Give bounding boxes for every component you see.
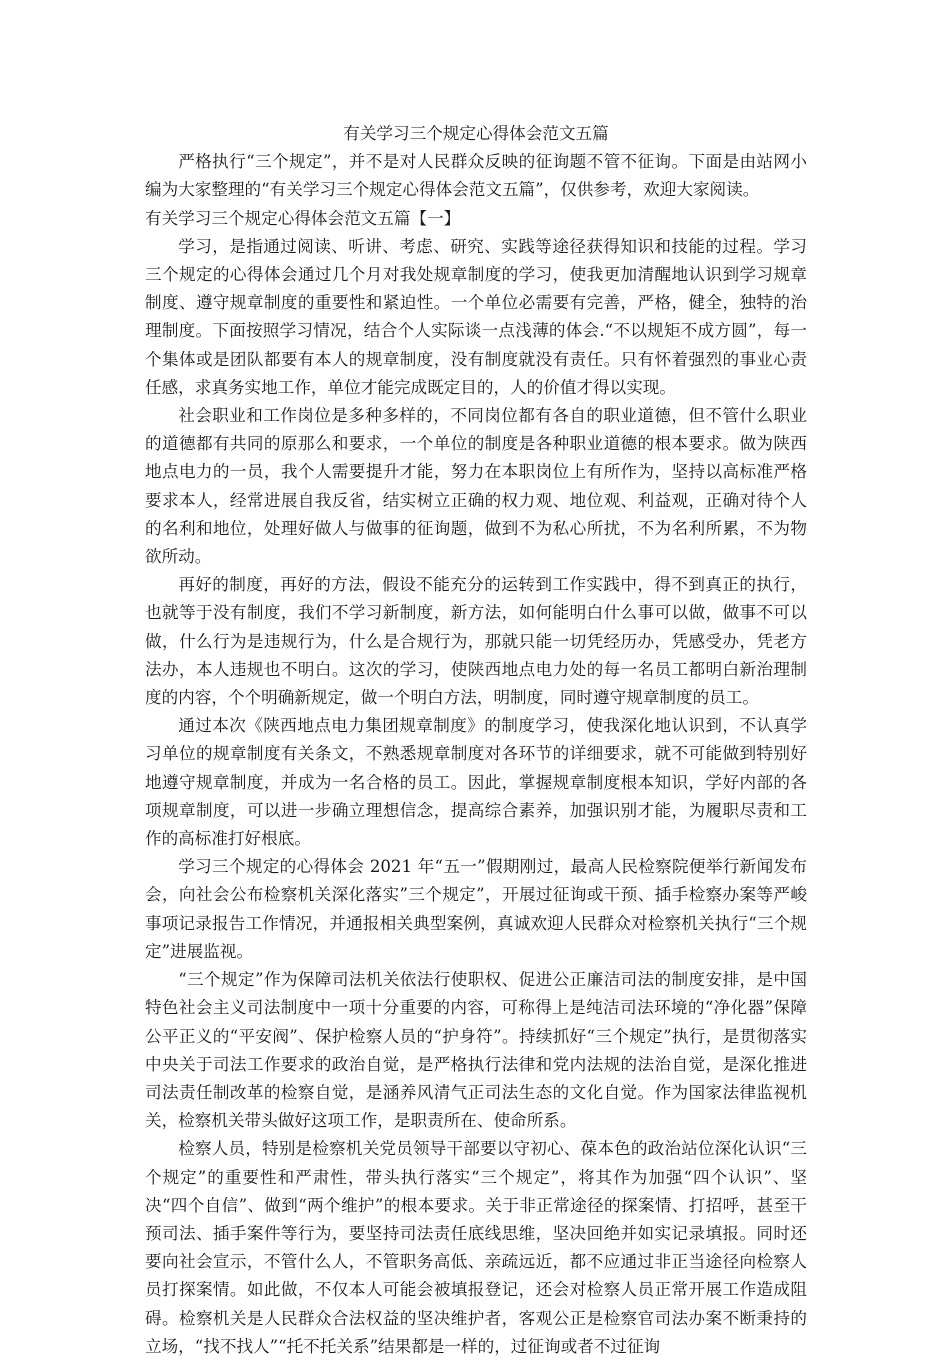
body-paragraph: 检察人员，特别是检察机关党员领导干部要以守初心、葆本色的政治站位深化认识“三个规定”的重要性和严肃性，带头执行落实“三个规定”，将其作为加强“四个认识”、坚决“四个自信”、做到“两个维护”的根本要求。关于非正常途径的探案情、打招呼，甚至干预司法、插手案件等行为，要坚持司法责任底线思维，坚决回绝并如实记录填报。同时还要向社会宣示，不管什么人，不管职务高低、亲疏远近，都不应通过非正当途径向检察人员打探案情。如此做，不仅本人可能会被填报登记，还会对检察人员正常开展工作造成阻碍。检察机关是人民群众合法权益的坚决维护者，客观公正是检察官司法办案不断秉持的立场，“找不找人”“托不托关系”结果都是一样的，过征询或者不过征询 bbox=[145, 1139, 807, 1356]
body-paragraph: 通过本次《陕西地点电力集团规章制度》的制度学习，使我深化地认识到，不认真学习单位的规章制度有关条文，不熟悉规章制度对各环节的详细要求，就不可能做到特别好地遵守规章制度，并成为一名合格的员工。因此，掌握规章制度根本知识，学好内部的各项规章制度，可以进一步确立理想信念，提高综合素养，加强识别才能，为履职尽责和工作的高标准打好根底。 bbox=[145, 716, 807, 849]
intro-paragraph: 严格执行“三个规定”，并不是对人民群众反映的征询题不管不征询。下面是由站网小编为大家整理的“有关学习三个规定心得体会范文五篇”，仅供参考，欢迎大家阅读。 bbox=[145, 152, 807, 200]
body-paragraph: 学习，是指通过阅读、听讲、考虑、研究、实践等途径获得知识和技能的过程。学习三个规定的心得体会通过几个月对我处规章制度的学习，使我更加清醒地认识到学习规章制度、遵守规章制度的重要性和紧迫性。一个单位必需要有完善，严格，健全，独特的治理制度。下面按照学习情况，结合个人实际谈一点浅薄的体会.“不以规矩不成方圆”，每一个集体或是团队都要有本人的规章制度，没有制度就没有责任。只有怀着强烈的事业心责任感，求真务实地工作，单位才能完成既定目的，人的价值才得以实现。 bbox=[145, 236, 807, 397]
document-page bbox=[145, 120, 807, 1361]
body-paragraph: 学习三个规定的心得体会 2021 年“五一”假期刚过，最高人民检察院便举行新闻发布会，向社会公布检察机关深化落实”三个规定”，开展过征询或干预、插手检察办案等严峻事项记录报告工作情况，并通报相关典型案例，真诚欢迎人民群众对检察机关执行“三个规定”进展监视。 bbox=[145, 857, 807, 961]
section-heading: 有关学习三个规定心得体会范文五篇【一】 bbox=[145, 208, 461, 228]
document-title: 有关学习三个规定心得体会范文五篇 bbox=[343, 124, 609, 143]
body-paragraph: 再好的制度，再好的方法，假设不能充分的运转到工作实践中，得不到真正的执行，也就等于没有制度，我们不学习新制度，新方法，如何能明白什么事可以做，做事不可以做，什么行为是违规行为，什么是合规行为，那就只能一切凭经历办，凭感受办，凭老方法办，本人违规也不明白。这次的学习，使陕西地点电力处的每一名员工都明白新治理制度的内容，个个明确新规定，做一个明白方法，明制度，同时遵守规章制度的员工。 bbox=[145, 575, 807, 708]
body-paragraph: 社会职业和工作岗位是多种多样的，不同岗位都有各自的职业道德，但不管什么职业的道德都有共同的原那么和要求，一个单位的制度是各种职业道德的根本要求。做为陕西地点电力的一员，我个人需要提升才能，努力在本职岗位上有所作为，坚持以高标准严格要求本人，经常进展自我反省，结实树立正确的权力观、地位观、利益观，正确对待个人的名利和地位，处理好做人与做事的征询题，做到不为私心所扰，不为名利所累，不为物欲所动。 bbox=[145, 406, 807, 567]
body-paragraph: “三个规定”作为保障司法机关依法行使职权、促进公正廉洁司法的制度安排，是中国特色社会主义司法制度中一项十分重要的内容，可称得上是纯洁司法环境的“净化器”保障公平正义的“平安阀”、保护检察人员的“护身符”。持续抓好“三个规定”执行，是贯彻落实中央关于司法工作要求的政治自觉，是严格执行法律和党内法规的法治自觉，是深化推进司法责任制改革的检察自觉，是涵养风清气正司法生态的文化自觉。作为国家法律监视机关，检察机关带头做好这项工作，是职责所在、使命所系。 bbox=[145, 970, 807, 1131]
